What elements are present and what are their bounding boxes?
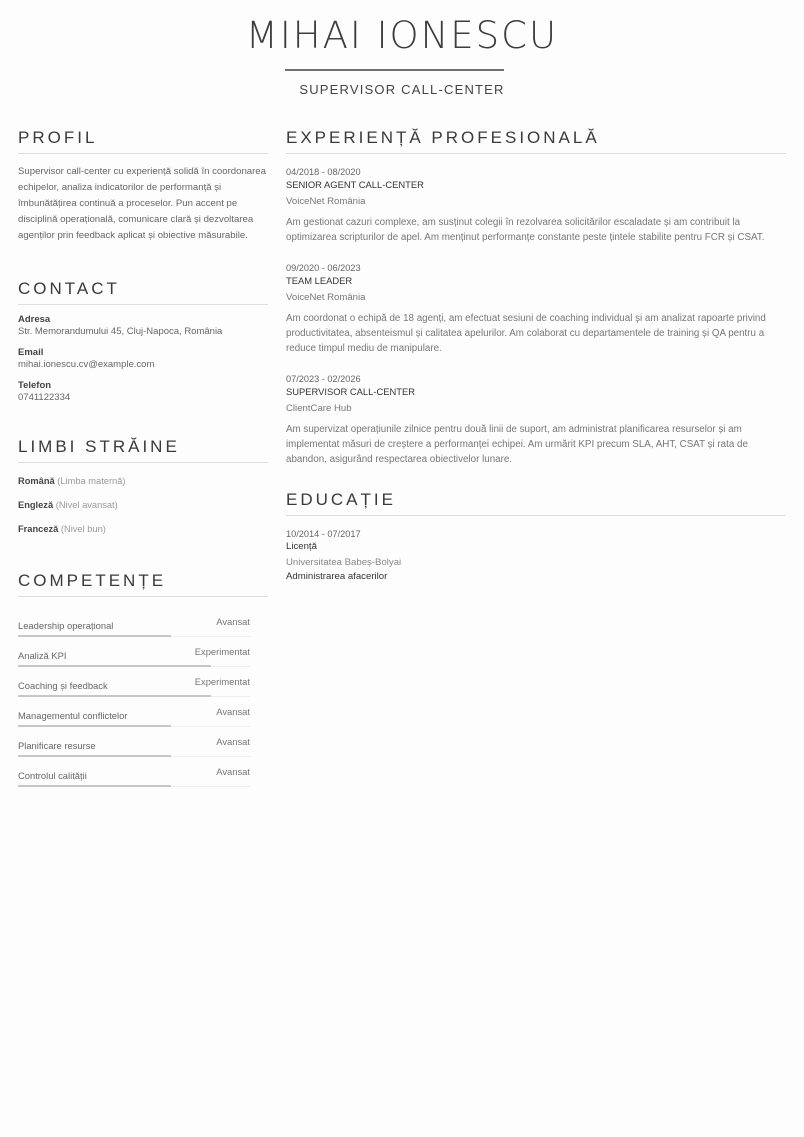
candidate-name: MIHAI IONESCU	[245, 14, 559, 57]
skill-level: Avansat	[216, 706, 250, 717]
contact-email	[18, 347, 268, 371]
language-level: (Nivel bun)	[60, 524, 106, 534]
job-role: SENIOR AGENT CALL-CENTER	[286, 179, 424, 190]
job-company: VoiceNet România	[286, 292, 366, 303]
section-title-profile: PROFIL	[18, 128, 268, 154]
contact-value: 0741122334	[18, 392, 71, 403]
skill-item	[18, 757, 250, 787]
skill-progress-bar	[18, 785, 171, 787]
education-dates: 10/2014 - 07/2017	[286, 529, 361, 539]
section-title-contact: CONTACT	[18, 279, 268, 305]
skill-level: Avansat	[216, 616, 250, 627]
contact-label: Adresa	[18, 314, 51, 325]
skill-level: Experimentat	[194, 646, 250, 657]
skill-name: Planificare resurse	[18, 740, 96, 751]
section-title-education: EDUCAȚIE	[286, 490, 786, 516]
skill-level: Avansat	[216, 736, 250, 747]
contact-label: Telefon	[18, 380, 52, 391]
job-role: TEAM LEADER	[286, 275, 353, 286]
skill-item	[18, 607, 250, 637]
profile-text: Supervisor call-center cu experiență solidă în coordonarea echipelor, analiza indicatorilor de performanță și îmbunătățirea continuă a proceselor. Pun accent pe disciplină operațională, comunicare clară și dezvoltarea agenților prin feedback aplicat și obiective măsurabile.	[18, 166, 266, 241]
section-title-experience: EXPERIENȚĂ PROFESIONALĂ	[286, 128, 786, 154]
job-description: Am coordonat o echipă de 18 agenți, am efectuat sesiuni de coaching individual și am analizat rapoarte privind productivitatea, absenteismul și calitatea apelurilor. Am colaborat cu departamentele de training și QA pentru a reduce timpul mediu de manipulare.	[286, 313, 766, 354]
skill-item	[18, 727, 250, 757]
skill-name: Managementul conflictelor	[18, 710, 128, 721]
contact-address	[18, 314, 268, 338]
contact-phone	[18, 380, 268, 404]
skill-item	[18, 697, 250, 727]
language-name: Română	[18, 476, 55, 486]
job-entry	[286, 262, 786, 356]
education-section	[286, 490, 786, 584]
job-company: VoiceNet România	[286, 196, 366, 207]
job-company: ClientCare Hub	[286, 403, 352, 414]
contact-value[interactable]: mihai.ionescu.cv@example.com	[18, 359, 155, 370]
skill-name: Leadership operațional	[18, 620, 114, 631]
job-description: Am gestionat cazuri complexe, am susținut colegii în rezolvarea solicitărilor escaladate și am contribuit la optimizarea scripturilor de apel. Am menținut performanțe constante peste țintele stabilite pentru FCR și CSAT.	[286, 217, 765, 243]
profile-section	[18, 128, 268, 244]
education-school: Universitatea Babeș-Bolyai	[286, 557, 402, 568]
job-description: Am supervizat operațiunile zilnice pentru două linii de suport, am administrat planificarea resurselor și am implementat măsuri de creștere a performanței echipei. Am urmărit KPI precum SLA, AHT, CSAT și rata de abandon, asigurând respectarea obiectivelor lunare.	[286, 424, 748, 465]
skill-name: Coaching și feedback	[18, 680, 108, 691]
job-role: SUPERVISOR CALL-CENTER	[286, 386, 416, 397]
language-item	[18, 499, 268, 511]
education-degree: Licență	[286, 541, 317, 552]
contact-value: Str. Memorandumului 45, Cluj-Napoca, România	[18, 326, 223, 337]
skills-section	[18, 571, 268, 787]
skill-level: Avansat	[216, 766, 250, 777]
section-title-languages: LIMBI STRĂINE	[18, 437, 268, 463]
contact-section	[18, 279, 268, 404]
language-level: (Nivel avansat)	[55, 500, 118, 510]
candidate-title: SUPERVISOR CALL-CENTER	[299, 82, 505, 97]
languages-section	[18, 437, 268, 535]
contact-label: Email	[18, 347, 44, 358]
skill-item	[18, 667, 250, 697]
language-item	[18, 475, 268, 487]
job-dates: 07/2023 - 02/2026	[286, 374, 361, 384]
language-item	[18, 523, 268, 535]
experience-section	[286, 128, 786, 467]
language-level: (Limba maternă)	[57, 476, 126, 486]
job-dates: 09/2020 - 06/2023	[286, 263, 361, 273]
job-entry	[286, 166, 786, 245]
language-name: Franceză	[18, 524, 59, 534]
name-divider	[285, 69, 504, 71]
education-entry	[286, 528, 786, 584]
job-dates: 04/2018 - 08/2020	[286, 167, 361, 177]
section-title-skills: COMPETENȚE	[18, 571, 268, 597]
skill-name: Controlul calității	[18, 770, 87, 781]
skills-list	[18, 607, 250, 787]
job-entry	[286, 373, 786, 467]
education-field: Administrarea afacerilor	[286, 571, 388, 582]
skill-item	[18, 637, 250, 667]
skill-level: Experimentat	[194, 676, 250, 687]
language-name: Engleză	[18, 500, 54, 510]
skill-name: Analiză KPI	[18, 650, 67, 661]
